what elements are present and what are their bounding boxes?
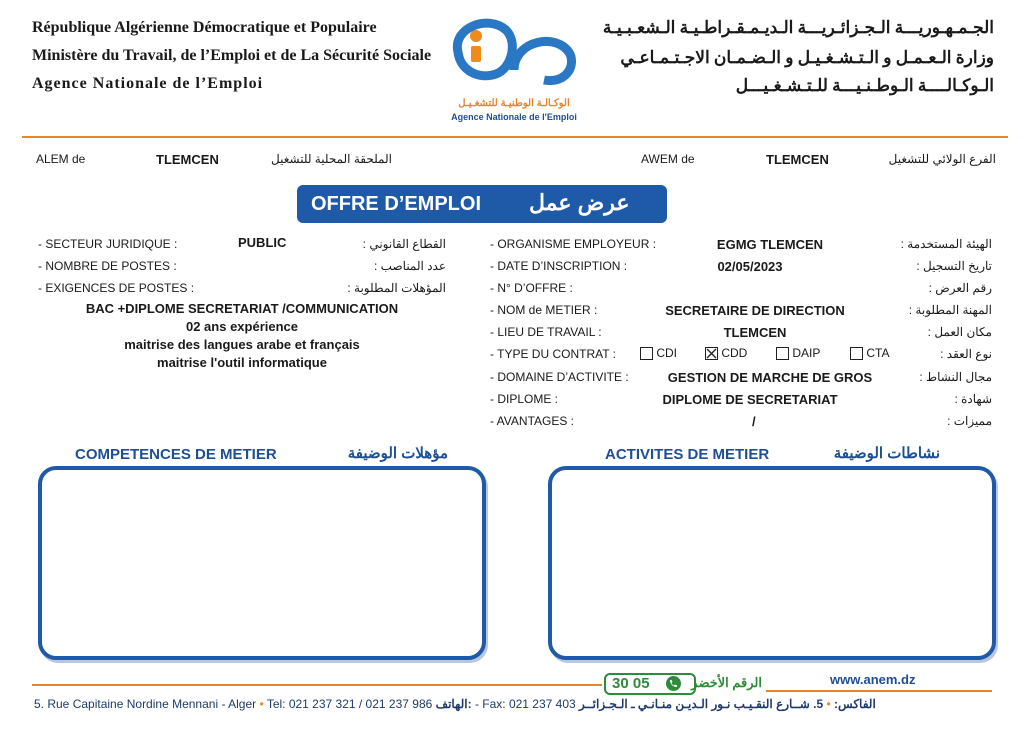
contrat-option-label: CTA — [866, 346, 890, 360]
logo-ar-text: الوكـالـة الوطنيـة للتشغـيـل — [458, 98, 570, 109]
contrat-option-label: CDD — [721, 346, 748, 360]
lieu-value: TLEMCEN — [723, 325, 787, 340]
address-ar: 5. شــارع النقـيـب نـور الـديـن منـانـي ـ الـجـزائــر — [579, 697, 824, 711]
contrat-label: - TYPE DU CONTRAT : — [490, 347, 617, 361]
diplome-ar-label: شهادة : — [954, 392, 992, 406]
competences-box[interactable] — [38, 466, 486, 660]
avantages-value: / — [752, 414, 756, 429]
secteur-label: - SECTEUR JURIDIQUE : — [38, 237, 178, 251]
secteur-ar-label: القطاع القانوني : — [362, 237, 446, 251]
footer-fax: - Fax: 021 237 403 — [474, 697, 576, 711]
competences-ar-title: مؤهلات الوضيفة — [347, 445, 448, 462]
phone-icon — [666, 676, 681, 691]
lieu-label: - LIEU DE TRAVAIL : — [490, 325, 602, 339]
footer-fax-ar: الفاكس: — [834, 697, 876, 711]
green-number: 30 05 — [612, 675, 650, 692]
checkbox-cdd-checked[interactable] — [705, 347, 718, 360]
checkbox-daip[interactable] — [776, 347, 789, 360]
alem-ar-label: الملحقة المحلية للتشغيل — [271, 152, 392, 166]
footer-divider-left — [32, 684, 602, 686]
banner-fr-title: OFFRE D’EMPLOI — [311, 193, 481, 215]
header-ar-line1: الجـمـهـوريـــة الـجـزائـريـــة الـديـمـقـراطـيـة الـشعـبـيـة — [602, 18, 994, 37]
exigences-ar-label: المؤهلات المطلوبة : — [347, 281, 446, 295]
header-ar-line2: وزارة الـعـمـل و الـتـشـغـيـل و الـضـمـان الاجـتـمـاعـي — [620, 48, 994, 67]
diplome-value: DIPLOME DE SECRETARIAT — [662, 392, 838, 407]
contrat-option-cdd[interactable] — [705, 346, 747, 360]
date-value: 02/05/2023 — [717, 259, 783, 274]
lieu-ar-label: مكان العمل : — [927, 325, 992, 339]
exigence-line: maitrise l'outil informatique — [157, 355, 327, 370]
footer-address-line — [34, 697, 876, 711]
contrat-option-cdi[interactable] — [640, 346, 677, 360]
header-fr-line3: Agence Nationale de l’Emploi — [32, 75, 264, 92]
header-fr-line2: Ministère du Travail, de l’Emploi et de La Sécurité Sociale — [32, 47, 432, 64]
domaine-label: - DOMAINE D’ACTIVITE : — [490, 370, 629, 384]
secteur-value: PUBLIC — [238, 235, 287, 250]
footer-tel-ar: الهاتف: — [435, 697, 472, 711]
header-ar-line3: الـوكـالــــة الـوطـنـيـــة للـتـشـغـيـــل — [735, 76, 994, 95]
website-link[interactable]: www.anem.dz — [830, 672, 916, 687]
domaine-value: GESTION DE MARCHE DE GROS — [667, 370, 873, 385]
activites-box[interactable] — [548, 466, 996, 660]
awem-ar-label: الفرع الولائي للتشغيل — [888, 152, 996, 166]
offre-ar-label: رقم العرض : — [928, 281, 992, 295]
awem-label: AWEM de — [641, 152, 695, 166]
organisme-value: EGMG TLEMCEN — [716, 237, 824, 252]
exigence-line: 02 ans expérience — [185, 319, 299, 334]
anem-logo-icon — [448, 12, 580, 98]
contrat-ar-label: نوع العقد : — [940, 347, 992, 361]
alem-label: ALEM de — [36, 152, 86, 166]
contrat-option-label: CDI — [656, 346, 678, 360]
metier-label: - NOM de METIER : — [490, 303, 598, 317]
metier-value: SECRETAIRE DE DIRECTION — [665, 303, 845, 318]
organisme-ar-label: الهيئة المستخدمة : — [900, 237, 992, 251]
postes-label: - NOMBRE DE POSTES : — [38, 259, 177, 273]
header-divider — [22, 136, 1008, 138]
alem-value: TLEMCEN — [156, 152, 219, 167]
green-number-ar-label: الرقم الأخضر — [691, 675, 762, 690]
logo-fr-text: Agence Nationale de l'Emploi — [451, 112, 577, 122]
offer-banner — [297, 185, 667, 223]
postes-ar-label: عدد المناصب : — [374, 259, 446, 273]
footer-divider-right — [766, 690, 992, 692]
date-label: - DATE D’INSCRIPTION : — [490, 259, 628, 273]
avantages-ar-label: مميزات : — [947, 414, 992, 428]
avantages-label: - AVANTAGES : — [490, 414, 575, 428]
green-number-badge — [604, 673, 696, 695]
exigence-line: maitrise des langues arabe et français — [124, 337, 360, 352]
activites-ar-title: نشاطات الوضيفة — [833, 445, 940, 462]
exigences-label: - EXIGENCES DE POSTES : — [38, 281, 195, 295]
exigences-list — [40, 300, 444, 372]
contrat-option-label: DAIP — [792, 346, 821, 360]
date-ar-label: تاريخ التسجيل : — [916, 259, 992, 273]
exigence-line: BAC +DIPLOME SECRETARIAT /COMMUNICATION — [85, 301, 399, 316]
contrat-option-daip[interactable] — [776, 346, 820, 360]
checkbox-cta[interactable] — [850, 347, 863, 360]
banner-ar-title: عرض عمل — [529, 190, 630, 215]
metier-ar-label: المهنة المطلوبة : — [908, 303, 992, 317]
bullet-icon: • — [826, 697, 831, 711]
competences-title: COMPETENCES DE METIER — [75, 446, 277, 463]
awem-value: TLEMCEN — [766, 152, 829, 167]
activites-title: ACTIVITES DE METIER — [605, 446, 770, 463]
offre-label: - N° D’OFFRE : — [490, 281, 573, 295]
header-fr-line1: République Algérienne Démocratique et Populaire — [32, 19, 377, 36]
diplome-label: - DIPLOME : — [490, 392, 559, 406]
checkbox-cdi[interactable] — [640, 347, 653, 360]
organisme-label: - ORGANISME EMPLOYEUR : — [490, 237, 657, 251]
anem-logo — [448, 12, 580, 127]
address-fr: 5. Rue Capitaine Nordine Mennani - Alger — [34, 697, 257, 711]
domaine-ar-label: مجال النشاط : — [919, 370, 992, 384]
footer-tel: Tel: 021 237 321 / 021 237 986 — [266, 697, 433, 711]
check-x-icon — [706, 348, 717, 359]
bullet-icon: • — [259, 697, 264, 711]
